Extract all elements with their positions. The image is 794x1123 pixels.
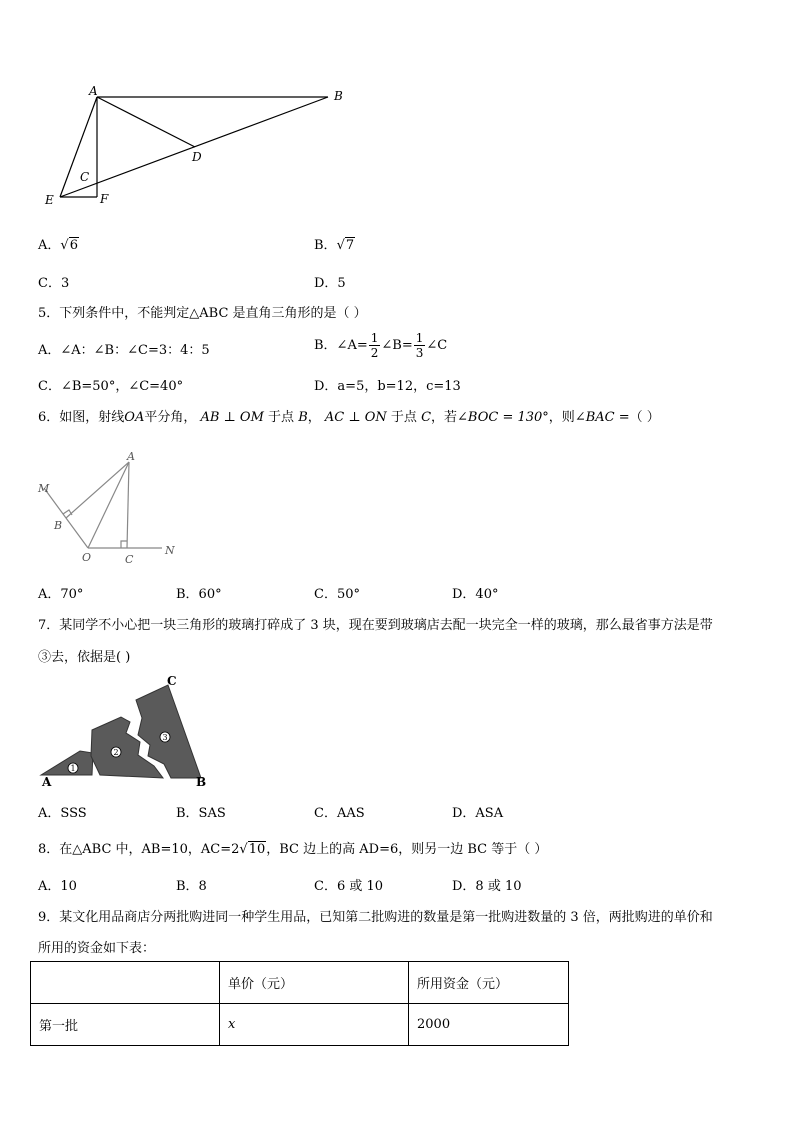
fig4-label-b: B: [334, 89, 343, 103]
q4-option-b-prefix: B．: [314, 238, 337, 253]
table-cell: 2000: [409, 1004, 569, 1046]
piece-1-number: 1: [70, 764, 76, 773]
fig6-label-n: N: [165, 544, 175, 557]
q7-option-d[interactable]: D．ASA: [452, 806, 504, 821]
q5-option-a[interactable]: A．∠A：∠B：∠C=3：4：5: [38, 343, 210, 358]
fraction-numerator: 1: [415, 331, 424, 345]
glass-piece-1: [41, 751, 93, 775]
q5-option-b-mid: ∠B=: [381, 338, 413, 353]
q5-option-d[interactable]: D．a=5，b=12，c=13: [314, 379, 461, 394]
q8-option-c[interactable]: C．6 或 10: [314, 879, 384, 894]
q6-stem-text: ，: [307, 410, 321, 425]
fraction: [369, 331, 381, 360]
q8-option-a[interactable]: A．10: [38, 879, 77, 894]
q6-stem: [38, 406, 660, 425]
q8-stem: [38, 838, 547, 857]
q8-option-d[interactable]: D．8 或 10: [452, 879, 522, 894]
fraction: [414, 331, 426, 360]
q4-option-b[interactable]: [314, 234, 355, 253]
q6-stem-text: ，若: [431, 410, 458, 425]
fig7-label-a: A: [42, 775, 52, 788]
question-7-figure: [36, 670, 216, 788]
q8-stem-prefix: 8．在△ABC 中，AB=10，AC=2: [38, 842, 240, 857]
fig4-label-d: D: [192, 150, 202, 164]
q5-stem: 5．下列条件中，不能判定△ABC 是直角三角形的是（ ）: [38, 306, 367, 321]
question-4-figure: [40, 80, 360, 215]
sqrt-symbol: √7: [336, 238, 355, 253]
table-cell: x: [220, 1004, 409, 1046]
q8-stem-suffix: ，BC 边上的高 AD=6，则另一边 BC 等于（ ）: [266, 842, 548, 857]
q7-stem-line-2: ③去，依据是( ): [38, 650, 131, 665]
piece-3-number: 3: [162, 733, 168, 742]
q6-option-d[interactable]: D．40°: [452, 587, 499, 602]
q6-point-b: B: [298, 410, 308, 425]
q4-option-a-prefix: A．: [38, 238, 61, 253]
fig4-label-e: E: [45, 193, 54, 207]
q5-option-b[interactable]: [314, 331, 447, 360]
q4-option-d[interactable]: D．5: [314, 276, 346, 291]
fig4-label-f: F: [100, 192, 109, 206]
q6-stem-text: 6．如图，射线: [38, 410, 125, 425]
fig4-label-c: C: [80, 170, 90, 184]
q5-option-c[interactable]: C．∠B=50°，∠C=40°: [38, 379, 184, 394]
q4-option-a[interactable]: [38, 234, 79, 253]
q6-angle-bac: ∠BAC =: [574, 410, 630, 425]
q6-stem-text: 平分角，: [144, 410, 197, 425]
fig6-label-o: O: [82, 551, 92, 564]
fig6-label-b: B: [54, 519, 63, 532]
fig4-label-a: A: [89, 84, 98, 98]
q6-stem-text: 于点: [390, 410, 417, 425]
table-header-cell: [31, 962, 220, 1004]
q6-option-b[interactable]: B．60°: [176, 587, 222, 602]
q8-radicand: 10: [248, 842, 266, 857]
q7-option-a[interactable]: A．SSS: [38, 806, 87, 821]
fig6-label-a: A: [127, 450, 135, 463]
sqrt-symbol: √6: [60, 238, 78, 253]
q6-ray-oa: OA: [124, 410, 145, 425]
q6-option-c[interactable]: C．50°: [314, 587, 360, 602]
q6-angle-boc: ∠BOC = 130°: [457, 410, 549, 425]
fig6-label-c: C: [125, 553, 134, 566]
table-row: [31, 1004, 569, 1046]
table-cell: 第一批: [31, 1004, 220, 1046]
q5-option-b-prefix: B．∠A=: [314, 338, 368, 353]
table-header-row: [31, 962, 569, 1004]
q9-stem-line-2: 所用的资金如下表：: [38, 941, 156, 956]
q6-stem-text: （ ）: [629, 410, 660, 425]
q6-stem-text: ，则: [548, 410, 575, 425]
q4-option-a-radicand: 6: [69, 238, 78, 253]
q4-option-c[interactable]: C．3: [38, 276, 70, 291]
fig7-label-b: B: [196, 775, 207, 788]
q9-stem-line-1: 9．某文化用品商店分两批购进同一种学生用品，已知第二批购进的数量是第一批购进数量的 3 倍，两批购进的单价和: [38, 910, 713, 925]
q6-stem-text: 于点: [268, 410, 295, 425]
fraction-denominator: 2: [370, 346, 379, 360]
question-6-figure: [34, 448, 184, 573]
table-header-cell: 单价（元）: [220, 962, 409, 1004]
q6-ac-perp-on: AC ⊥ ON: [324, 410, 387, 425]
q6-option-a[interactable]: A．70°: [38, 587, 84, 602]
fraction-denominator: 3: [415, 346, 424, 360]
q6-ab-perp-om: AB ⊥ OM: [200, 410, 264, 425]
q5-option-b-suffix: ∠C: [426, 338, 448, 353]
fraction-numerator: 1: [370, 331, 379, 345]
q4-option-b-radicand: 7: [345, 238, 355, 253]
fig6-label-m: M: [38, 482, 50, 495]
q6-point-c: C: [421, 410, 432, 425]
table-header-cell: 所用资金（元）: [409, 962, 569, 1004]
q7-option-b[interactable]: B．SAS: [176, 806, 226, 821]
piece-2-number: 2: [113, 748, 119, 757]
fig7-label-c: C: [167, 674, 177, 688]
sqrt-symbol: √10: [239, 842, 266, 857]
q7-stem-line-1: 7．某同学不小心把一块三角形的玻璃打碎成了 3 块，现在要到玻璃店去配一块完全一样的玻璃，那么最省事方法是带: [38, 618, 713, 633]
q9-price-table: [30, 961, 569, 1046]
q8-option-b[interactable]: B．8: [176, 879, 207, 894]
q7-option-c[interactable]: C．AAS: [314, 806, 365, 821]
